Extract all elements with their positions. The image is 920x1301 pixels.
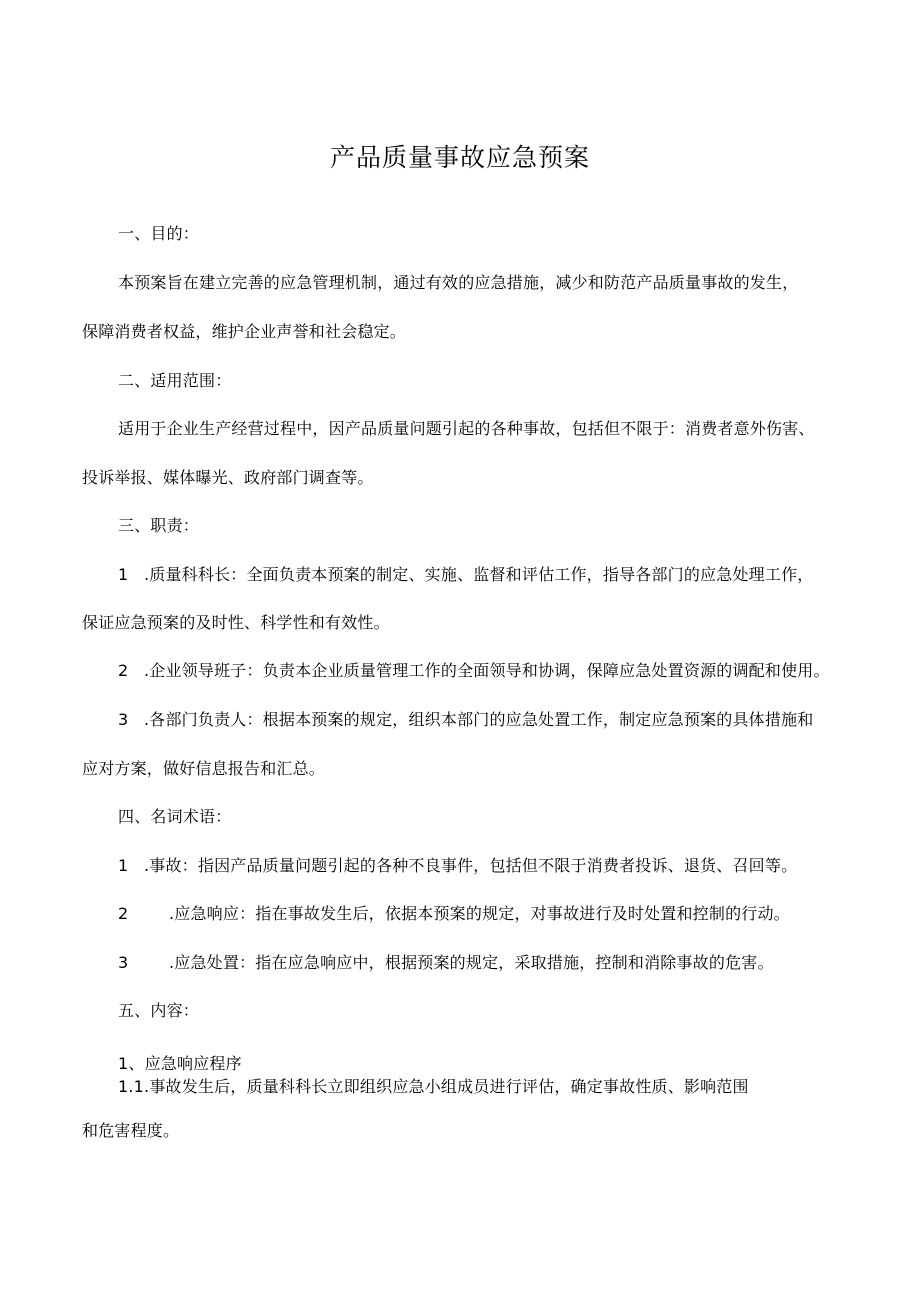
- terms-item-2: [118, 904, 790, 924]
- duties-item-3-line-2: 应对方案，做好信息报告和汇总。: [82, 759, 326, 778]
- terms-item-2-number: 2: [118, 904, 129, 923]
- duties-item-1-number: 1: [118, 565, 129, 584]
- duties-item-2: [118, 661, 830, 681]
- duties-item-1-line-2: 保证应急预案的及时性、科学性和有效性。: [82, 613, 390, 632]
- terms-item-2-text: .应急响应：指在事故发生后，依据本预案的规定，对事故进行及时处置和控制的行动。: [169, 904, 790, 923]
- terms-item-1-number: 1: [118, 856, 129, 875]
- content-subsection-1-heading: 1、应急响应程序: [118, 1054, 242, 1073]
- duties-heading: 三、职责：: [118, 516, 200, 535]
- duties-item-3: [118, 710, 814, 730]
- duties-item-1-text: .质量科科长：全面负责本预案的制定、实施、监督和评估工作，指导各部门的应急处理工作，: [144, 565, 814, 584]
- terms-item-3-text: .应急处置：指在应急响应中，根据预案的规定，采取措施，控制和消除事故的危害。: [169, 953, 774, 972]
- terms-item-3: [118, 953, 774, 973]
- scope-heading: 二、适用范围：: [118, 371, 232, 390]
- terms-heading: 四、名词术语：: [118, 807, 232, 826]
- purpose-paragraph-line-1: 本预案旨在建立完善的应急管理机制，通过有效的应急措施，减少和防范产品质量事故的发生，: [118, 273, 799, 292]
- scope-paragraph-line-2: 投诉举报、媒体曝光、政府部门调查等。: [82, 468, 374, 487]
- terms-item-1-text: .事故：指因产品质量问题引起的各种不良事件，包括但不限于消费者投诉、退货、召回等。: [144, 856, 798, 875]
- duties-item-1: [118, 565, 814, 585]
- duties-item-2-text: .企业领导班子：负责本企业质量管理工作的全面领导和协调，保障应急处置资源的调配和使用。: [144, 661, 830, 680]
- duties-item-3-text: .各部门负责人：根据本预案的规定，组织本部门的应急处置工作，制定应急预案的具体措施和: [144, 710, 814, 729]
- purpose-heading: 一、目的：: [118, 224, 200, 243]
- terms-item-1: [118, 856, 797, 876]
- document-title: 产品质量事故应急预案: [329, 143, 590, 172]
- purpose-paragraph-line-2: 保障消费者权益，维护企业声誉和社会稳定。: [82, 322, 407, 341]
- content-heading: 五、内容：: [118, 1001, 200, 1020]
- content-subsection-1-1-line-2: 和危害程度。: [82, 1121, 180, 1140]
- terms-item-3-number: 3: [118, 953, 129, 972]
- duties-item-2-number: 2: [118, 661, 129, 680]
- duties-item-3-number: 3: [118, 710, 129, 729]
- content-subsection-1-1-line-1: 1.1.事故发生后，质量科科长立即组织应急小组成员进行评估，确定事故性质、影响范围: [118, 1077, 749, 1096]
- scope-paragraph-line-1: 适用于企业生产经营过程中，因产品质量问题引起的各种事故，包括但不限于：消费者意外伤害、: [118, 419, 815, 438]
